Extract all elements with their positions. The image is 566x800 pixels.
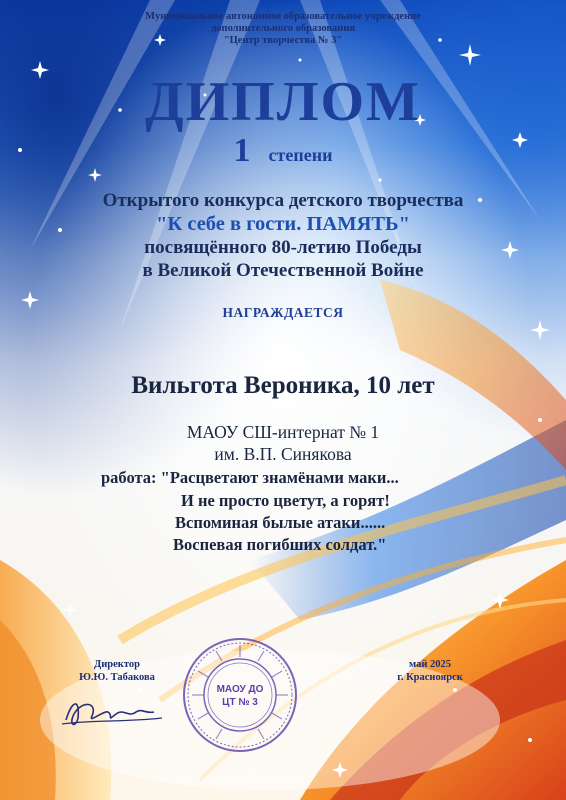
- date-month-year: май 2025: [408, 659, 451, 670]
- awarded-label: НАГРАЖДАЕТСЯ: [222, 305, 344, 320]
- degree-word: степени: [268, 145, 333, 165]
- issuer-line-3: "Центр творчества № 3": [223, 35, 343, 46]
- director-block: [62, 658, 172, 684]
- degree-number: 1: [233, 132, 251, 169]
- degree: [0, 132, 566, 170]
- work-line-4: Воспевая погибших солдат.": [173, 535, 387, 554]
- issuer-line-1: Муниципальное автономное образовательное учреждение: [145, 11, 421, 22]
- director-role: Директор: [94, 659, 140, 670]
- issuer-line-2: дополнительного образования: [210, 23, 356, 34]
- work-line-3: Вспоминая былые атаки......: [175, 513, 386, 532]
- director-name: Ю.Ю. Табакова: [79, 672, 155, 683]
- diploma-title: ДИПЛОМ: [145, 71, 421, 133]
- school-line-2: им. В.П. Синякова: [214, 444, 352, 464]
- stamp-text: МАОУ ДО: [216, 684, 264, 695]
- winner-name: Вильгота Вероника, 10 лет: [131, 372, 435, 399]
- organization-stamp: [180, 635, 300, 755]
- contest-name: "К себе в гости. ПАМЯТЬ": [155, 213, 410, 235]
- date-city: г. Красноярск: [397, 672, 463, 683]
- work-line-1: работа: "Расцветают знамёнами маки...: [101, 468, 399, 487]
- contest-line-1: Открытого конкурса детского творчества: [102, 190, 464, 211]
- date-block: [370, 658, 490, 684]
- director-signature: [58, 690, 168, 735]
- contest-line-3: посвящённого 80-летию Победы: [144, 237, 422, 258]
- stamp-text-2: ЦТ № 3: [222, 697, 258, 708]
- work-line-2: И не просто цветут, а горят!: [181, 491, 390, 510]
- contest-line-4: в Великой Отечественной Войне: [142, 260, 424, 281]
- school-line-1: МАОУ СШ-интернат № 1: [186, 422, 380, 442]
